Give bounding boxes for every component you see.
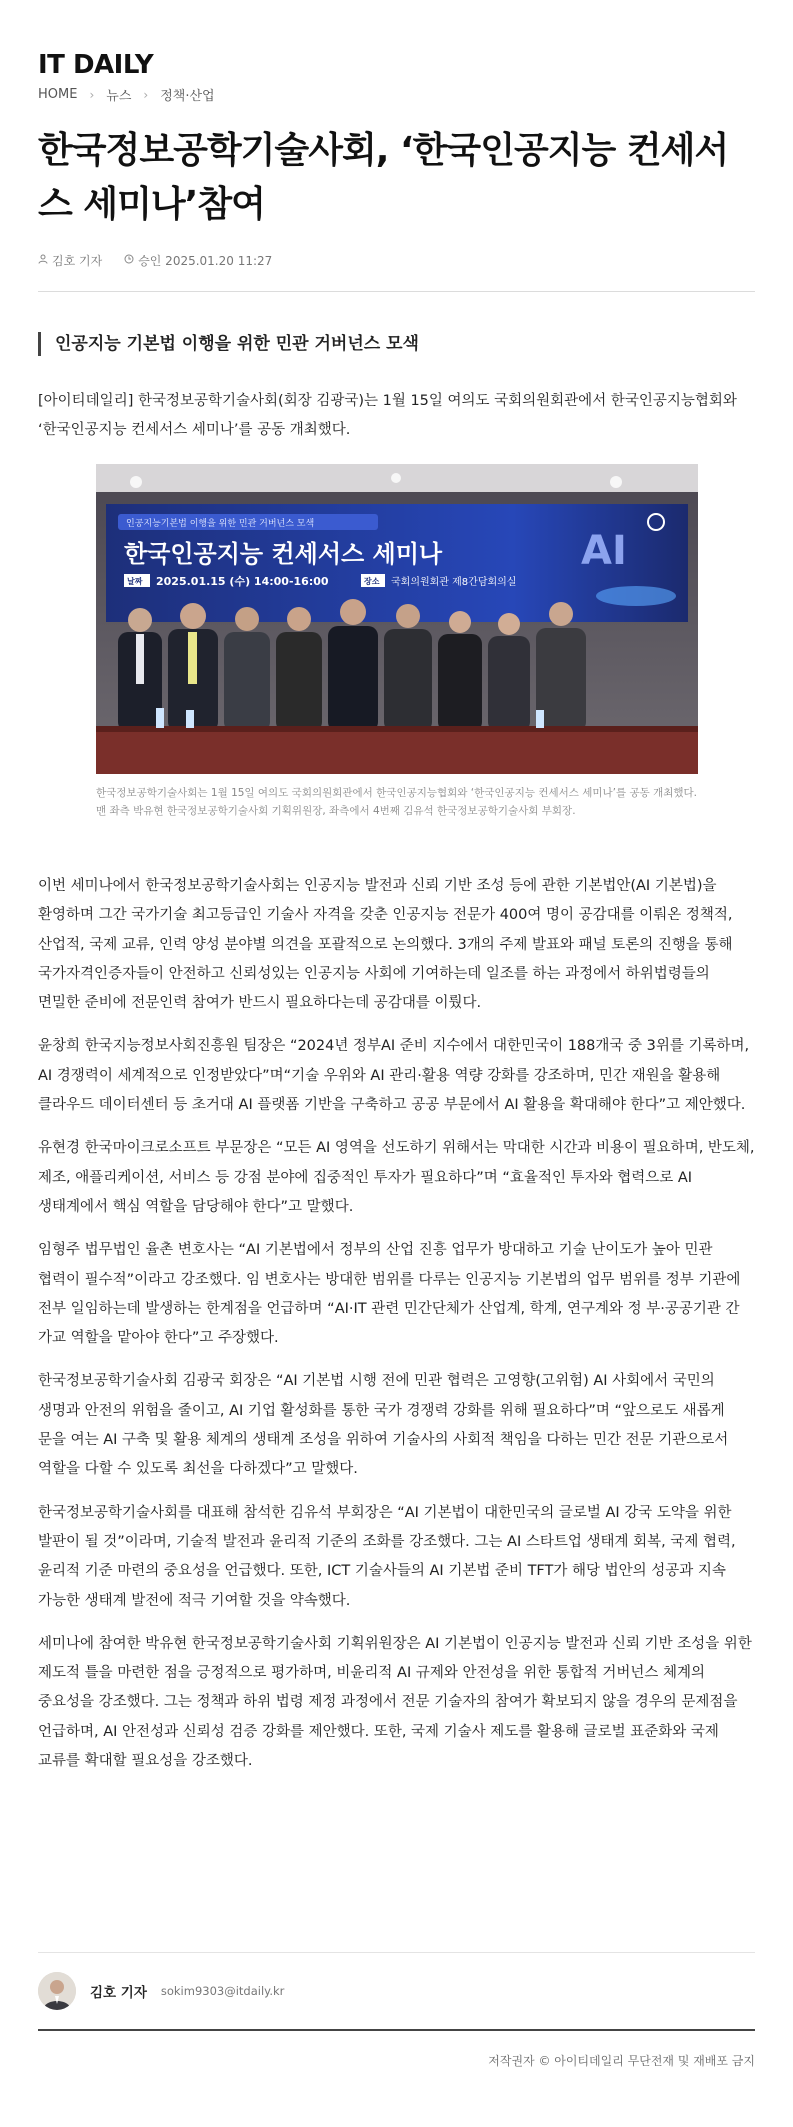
article-intro: [아이티데일리] 한국정보공학기술사회(회장 김광국)는 1월 15일 여의도 국회의원회관에서 한국인공지능협회와 ‘한국인공지능 컨세서스 세미나’를 공동 개최했다. [38, 393, 737, 438]
breadcrumb-news[interactable]: 뉴스 [106, 89, 132, 104]
chevron-right-icon: › [89, 87, 95, 102]
person-icon [38, 254, 48, 267]
site-logo[interactable]: IT DAILY [38, 50, 154, 80]
body-paragraph: 한국정보공학기술사회 김광국 회장은 “AI 기본법 시행 전에 민관 협력은 고영향(고위험) AI 사회에서 국민의 생명과 안전의 위험을 줄이고, AI 기업 활성화를 통한 국가 경쟁력 강화를 위해 필요하다”며 “앞으로도 새롭게 문을 여는 AI 구축 및 활용 체계의 생태계 조성을 위하여 기술사의 사회적 책임을 다하는 민간 전문 기관으로서 역할을 다할 수 있도록 최선을 다하겠다”고 말했다. [38, 1373, 729, 1478]
author-name[interactable]: 김호 기자 [90, 1985, 147, 2001]
article-date: 승인 2025.01.20 11:27 [138, 254, 273, 268]
banner-ai-text: AI [581, 528, 627, 574]
article-body [38, 872, 755, 1790]
breadcrumb-section[interactable]: 정책·산업 [160, 89, 215, 104]
breadcrumb-home[interactable]: HOME [38, 87, 78, 102]
body-paragraph: 유현경 한국마이크로소프트 부문장은 “모든 AI 영역을 선도하기 위해서는 막대한 시간과 비용이 필요하며, 반도체, 제조, 애플리케이션, 서비스 등 강점 분야에 집중적인 투자가 필요하다”며 “효율적인 투자와 협력으로 AI 생태계에서 핵심 역할을 담당해야 한다”고 말했다. [38, 1140, 755, 1215]
author-box [38, 1972, 284, 2010]
banner-title: 한국인공지능 컨세서스 세미나 [124, 540, 443, 568]
avatar[interactable] [38, 1972, 76, 2010]
article-author[interactable]: 김호 기자 [52, 254, 103, 268]
body-paragraph: 임형주 법무법인 율촌 변호사는 “AI 기본법에서 정부의 산업 진흥 업무가 방대하고 기술 난이도가 높아 민관 협력이 필수적”이라고 강조했다. 임 변호사는 방대한 범위를 다루는 인공지능 기본법의 업무 범위를 정부 기관에 전부 일임하는데 발생하는 한계점을 언급하며 “AI·IT 관련 민간단체가 산업계, 학계, 연구계와 정 부·공공기관 간 가교 역할을 맡아야 한다”고 주장했다. [38, 1242, 741, 1347]
banner-place: 국회의원회관 제8간담회의실 [391, 577, 517, 588]
banner-date: 2025.01.15 (수) 14:00-16:00 [156, 575, 329, 588]
body-paragraph: 세미나에 참여한 박유현 한국정보공학기술사회 기획위원장은 AI 기본법이 인공지능 발전과 신뢰 기반 조성을 위한 제도적 틀을 마련한 점을 긍정적으로 평가하며, 비윤리적 AI 규제와 안전성을 위한 통합적 거버넌스 체계의 중요성을 강조했다. 그는 정책과 하위 법령 제정 과정에서 전문 기술자의 참여가 확보되지 않을 경우의 문제점을 언급하며, AI 안전성과 신뢰성 검증 강화를 제안했다. 또한, 국제 기술사 제도를 활용해 글로벌 표준화와 국제 교류를 확대할 필요성을 강조했다. [38, 1635, 752, 1770]
author-email[interactable]: sokim9303@itdaily.kr [160, 1984, 285, 1998]
banner-subtitle: 인공지능기본법 이행을 위한 민관 거버넌스 모색 [126, 519, 315, 529]
banner-place-label: 장소 [364, 577, 380, 586]
clock-icon [124, 254, 134, 267]
body-paragraph: 윤창희 한국지능정보사회진흥원 팀장은 “2024년 정부AI 준비 지수에서 대한민국이 188개국 중 3위를 기록하며, AI 경쟁력이 세계적으로 인정받았다”며“기술 우위와 AI 관리·활용 역량 강화를 강조하며, 민간 재원을 활용해 클라우드 데이터센터 등 초거대 AI 플랫폼 기반을 구축하고 공공 부문에서 AI 활용을 확대해야 한다”고 제안했다. [38, 1038, 750, 1114]
divider [38, 1952, 755, 1953]
body-paragraph: 한국정보공학기술사회를 대표해 참석한 김유석 부회장은 “AI 기본법이 대한민국의 글로벌 AI 강국 도약을 위한 발판이 될 것”이라며, 기술적 발전과 윤리적 기준의 조화를 강조했다. 그는 AI 스타트업 생태계 회복, 국제 협력, 윤리적 기준 마련의 중요성을 언급했다. 또한, ICT 기술사들의 AI 기본법 준비 TFT가 해당 법안의 성공과 지속 가능한 생태계 발전에 적극 기여할 것을 약속했다. [38, 1504, 736, 1609]
article-title: 한국정보공학기술사회, ‘한국인공지능 컨세서스 세미나’참여 [38, 130, 729, 225]
divider [38, 2029, 755, 2031]
chevron-right-icon: › [143, 87, 149, 102]
photo-caption: 한국정보공학기술사회는 1월 15일 여의도 국회의원회관에서 한국인공지능협회와 ‘한국인공지능 컨세서스 세미나’를 공동 개최했다. 맨 좌측 박유현 한국정보공학기술사회 기획위원장, 좌측에서 4번째 김유석 한국정보공학기술사회 부회장. [96, 787, 698, 817]
seminar-photo-illustration [96, 464, 698, 774]
body-paragraph: 이번 세미나에서 한국정보공학기술사회는 인공지능 발전과 신뢰 기반 조성 등에 관한 기본법안(AI 기본법)을 환영하며 그간 국가기술 최고등급인 기술사 자격을 갖춘 인공지능 전문가 400여 명이 공감대를 이뤄온 정책적, 산업적, 국제 교류, 인력 양성 분야별 의견을 포괄적으로 논의했다. 3개의 주제 발표와 패널 토론의 진행을 통해 국가자격인증자들이 안전하고 신뢰성있는 인공지능 사회에 기여하는데 일조를 하는 과정에서 하위법령들의 면밀한 준비에 전문인력 참여가 반드시 필요하다는데 공감대를 이뤘다. [38, 878, 733, 1012]
banner-date-label: 날짜 [127, 577, 143, 586]
article-subtitle: 인공지능 기본법 이행을 위한 민관 거버넌스 모색 [38, 332, 419, 356]
breadcrumb [38, 85, 215, 104]
divider [38, 291, 755, 292]
article-meta [38, 252, 272, 269]
article-photo[interactable] [96, 464, 698, 774]
copyright-notice: 저작권자 © 아이티데일리 무단전재 및 재배포 금지 [488, 2054, 755, 2068]
